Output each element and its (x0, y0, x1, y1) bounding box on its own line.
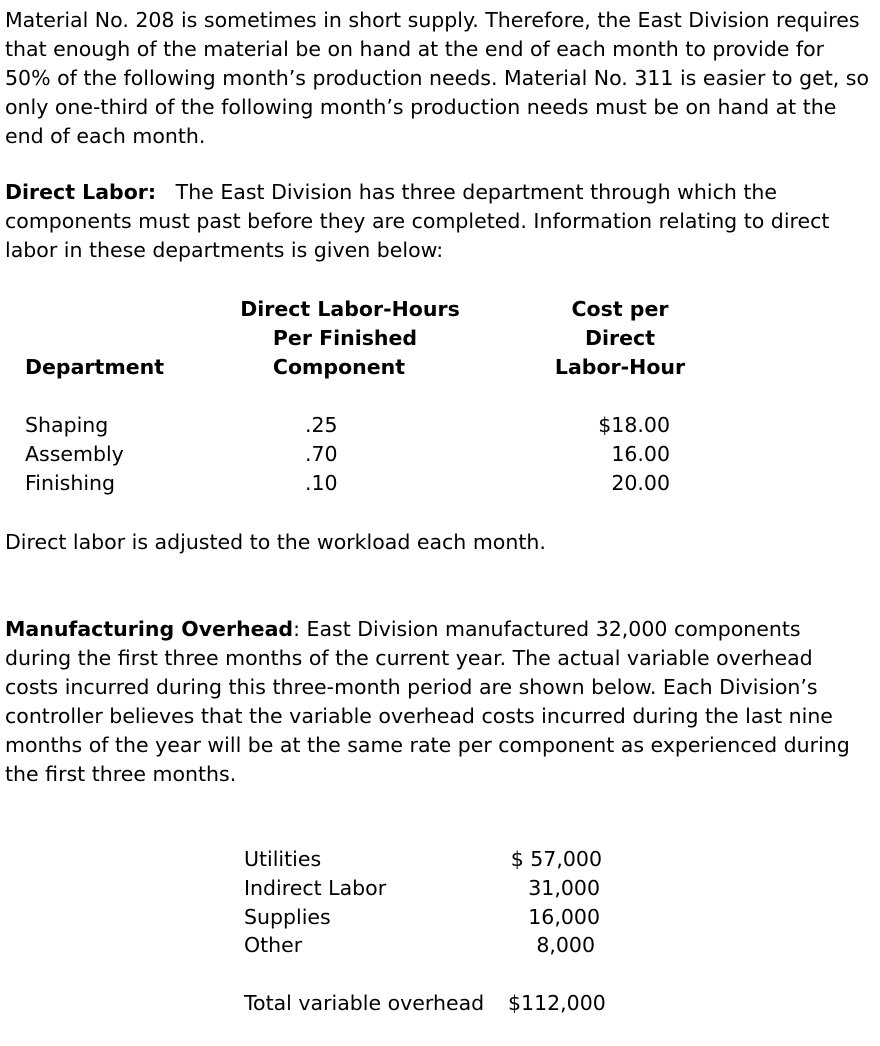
hours-header-line-3: Component (272, 355, 406, 379)
table-row-cost: 20.00 (611, 471, 670, 495)
table-row-hours: .10 (305, 471, 338, 495)
table-row-hours: .70 (305, 442, 338, 466)
table-row-department: Finishing (25, 471, 116, 495)
overhead-paragraph (5, 615, 870, 789)
total-label: Total variable overhead (244, 991, 485, 1015)
total-amount: $112,000 (508, 991, 606, 1015)
table-row-department: Assembly (25, 442, 124, 466)
table-row-cost: $18.00 (598, 413, 670, 437)
overhead-heading: Manufacturing Overhead (5, 617, 294, 641)
cost-header-line-3: Labor-Hour (554, 355, 686, 379)
cost-header-line-2: Direct (584, 326, 655, 350)
list-item-label: Supplies (244, 905, 331, 929)
cost-header-line-1: Cost per (571, 297, 669, 321)
list-item-label: Indirect Labor (244, 876, 387, 900)
list-item-amount: 16,000 (528, 905, 600, 929)
department-header: Department (25, 355, 164, 379)
table-row-hours: .25 (305, 413, 338, 437)
intro-paragraph: Material No. 208 is sometimes in short supply. Therefore, the East Division requires that enough of the material be on hand at the end of each month to provide for 50% of the following month’s production needs. Material No. 311 is easier to get, so only one-third of the following month’s production needs must be on hand at the end of each month. (5, 8, 869, 148)
list-item-amount: $ 57,000 (510, 847, 602, 871)
list-item-amount: 8,000 (536, 933, 595, 957)
direct-labor-text: The East Division has three department through which the components must past before they are completed. Information relating to direct labor in these departments is given below: (5, 180, 830, 262)
list-item-amount: 31,000 (528, 876, 600, 900)
direct-labor-paragraph (5, 178, 870, 265)
list-item-label: Other (244, 933, 303, 957)
list-item-label: Utilities (244, 847, 322, 871)
overhead-text: : East Division manufactured 32,000 components during the first three months of the current year. The actual variable overhead costs incurred during this three-month period are shown below. Each Division’s controller believes that the variable overhead costs incurred during the last nine months of the year will be at the same rate per component as experienced during the first three months. (5, 617, 850, 786)
table-row-cost: 16.00 (611, 442, 670, 466)
direct-labor-note: Direct labor is adjusted to the workload each month. (5, 530, 546, 554)
hours-header-line-2: Per Finished (272, 326, 418, 350)
hours-header-line-1: Direct Labor-Hours (240, 297, 460, 321)
table-row-department: Shaping (25, 413, 109, 437)
direct-labor-heading: Direct Labor: (5, 180, 157, 204)
